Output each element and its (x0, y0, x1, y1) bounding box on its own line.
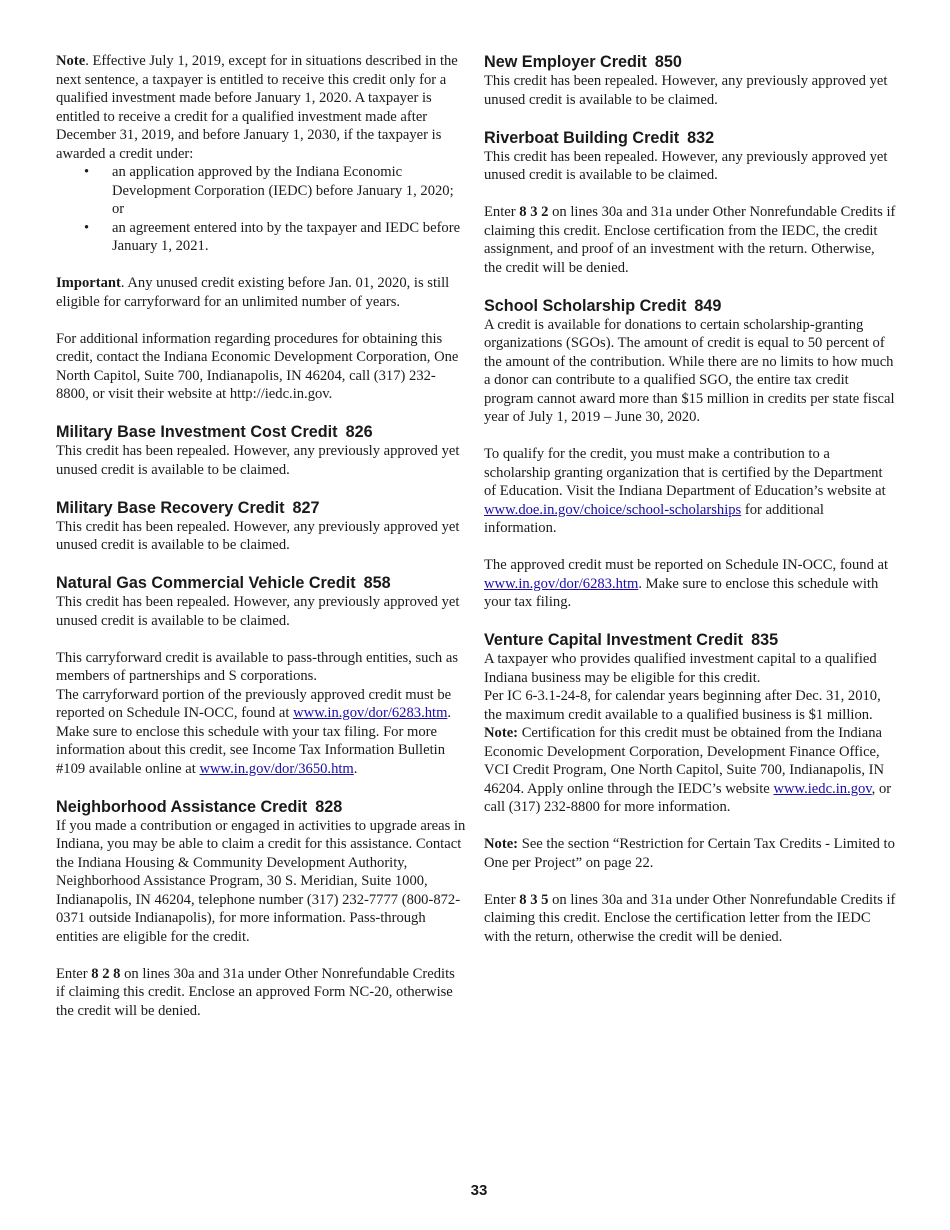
new-employer-text: This credit has been repealed. However, any previously approved yet unused credit is available to be claimed. (484, 73, 888, 108)
page-number: 33 (470, 1182, 488, 1199)
venture-details-paragraph: Per IC 6-3.1-24-8, for calendar years beginning after Dec. 31, 2010, the maximum credit available to a qualified business is $1 million. Note: Certification for this credit must be obtained from the Indiana Economic Development Corporation, Development Finance Office, VCI Credit Program, One North Capitol, Suite 700, Indianapolis, IN 46204. Apply online through the IEDC’s website www.iedc.in.gov, or call (317) 232-8800 for more information. (484, 688, 892, 815)
military-investment-text: This credit has been repealed. However, any previously approved yet unused credit is available to be claimed. (56, 443, 460, 478)
note-label: Note: (484, 836, 519, 852)
venture-enter-paragraph: Enter 8 3 5 on lines 30a and 31a under Other Nonrefundable Credits if claiming this credit. Enclose the certification letter from the IEDC with the return, otherwise the credit will be denied. (484, 891, 896, 945)
note-bullet-list (56, 163, 466, 256)
additional-info-paragraph: For additional information regarding procedures for obtaining this credit, contact the Indiana Economic Development Corporation, One North Capitol, Suite 700, Indianapolis, IN 46204, call (317) 232-8800, or visit their website at http://iedc.in.gov. (56, 330, 459, 402)
venture-heading: Venture Capital Investment Credit 835 (484, 631, 779, 649)
scholarship-heading: School Scholarship Credit 849 (484, 296, 722, 315)
new-employer-heading: New Employer Credit 850 (484, 53, 682, 71)
right-column (484, 52, 896, 965)
credit-code: 8 2 8 (91, 965, 121, 982)
military-recovery-heading: Military Base Recovery Credit 827 (56, 498, 320, 517)
scholarship-text: A credit is available for donations to certain scholarship-granting organizations (SGOs). The amount of credit is equal to 50 percent of the amount of the contribution. While there are no limits to how much a donor can contribute to a qualified SGO, the entire tax credit program cannot award more than $15 million in credits per state fiscal year of July 1, 2019 – June 30, 2020. (484, 316, 895, 425)
note-label: Note: (484, 725, 519, 741)
credit-code: 8 3 2 (519, 204, 549, 220)
military-investment-heading: Military Base Investment Cost Credit 826 (56, 423, 373, 441)
credit-code: 8 3 5 (519, 891, 549, 908)
natural-gas-heading: Natural Gas Commercial Vehicle Credit 858 (56, 574, 391, 592)
riverboat-heading: Riverboat Building Credit 832 (484, 128, 715, 147)
important-paragraph: Important. Any unused credit existing before Jan. 01, 2020, is still eligible for carryforward for an unlimited number of years. (56, 275, 450, 310)
doe-scholarship-link[interactable]: www.doe.in.gov/choice/school-scholarships (484, 501, 742, 518)
riverboat-text: This credit has been repealed. However, any previously approved yet unused credit is available to be claimed. (484, 148, 888, 183)
list-item: • an application approved by the Indiana Economic Development Corporation (IEDC) before January 1, 2020; or (56, 163, 466, 219)
note-label: Note (56, 53, 86, 69)
left-column (56, 52, 466, 1039)
carryforward-paragraph: This carryforward credit is available to pass-through entities, such as members of partnerships and S corporations. (56, 649, 459, 684)
schedule-in-occ-link[interactable]: www.in.gov/dor/6283.htm (484, 575, 639, 592)
neighborhood-enter-paragraph: Enter 8 2 8 on lines 30a and 31a under Other Nonrefundable Credits if claiming this credit. Enclose an approved Form NC-20, otherwise the credit will be denied. (56, 965, 455, 1019)
carryforward-schedule-paragraph: The carryforward portion of the previously approved credit must be reported on Schedule IN-OCC, found at www.in.gov/dor/6283.htm. Make sure to enclose this schedule with your tax filing. For more information about this credit, see Income Tax Information Bulletin #109 available online at www.in.gov/dor/3650.htm. (56, 686, 452, 777)
note-paragraph: Note. Effective July 1, 2019, except for in situations described in the next sentence, a taxpayer is entitled to receive this credit only for a qualified investment made before January 1, 2020. A taxpayer is entitled to receive a credit for a qualified investment made after December 31, 2019, and before January 1, 2030, if the taxpayer is awarded a credit under: (56, 53, 458, 162)
natural-gas-text: This credit has been repealed. However, any previously approved yet unused credit is available to be claimed. (56, 594, 460, 629)
iedc-website-link[interactable]: www.iedc.in.gov (773, 780, 872, 797)
schedule-in-occ-link[interactable]: www.in.gov/dor/6283.htm (293, 705, 448, 721)
scholarship-approved-paragraph: The approved credit must be reported on Schedule IN-OCC, found at www.in.gov/dor/6283.htm. Make sure to enclose this schedule with your tax filing. (484, 557, 889, 610)
military-recovery-text: This credit has been repealed. However, any previously approved yet unused credit is available to be claimed. (56, 518, 460, 553)
riverboat-enter-paragraph: Enter 8 3 2 on lines 30a and 31a under Other Nonrefundable Credits if claiming this credit. Enclose certification from the IEDC, the credit assignment, and proof of an investment with the return. Otherwise, the credit will be denied. (484, 204, 896, 276)
important-label: Important (56, 275, 121, 291)
list-item: • an agreement entered into by the taxpayer and IEDC before January 1, 2021. (56, 219, 466, 256)
venture-text: A taxpayer who provides qualified investment capital to a qualified Indiana business may be eligible for this credit. (484, 651, 877, 686)
neighborhood-heading: Neighborhood Assistance Credit 828 (56, 797, 343, 816)
neighborhood-text: If you made a contribution or engaged in activities to upgrade areas in Indiana, you may be able to claim a credit for this assistance. Contact the Indiana Housing & Community Development Authority, Neighborhood Assistance Program, 30 S. Meridian, Suite 1000, Indianapolis, IN 46204, telephone number (317) 232-7777 (800-872-0371 outside Indianapolis), for more information. Pass-through entities are eligible for the credit. (56, 817, 466, 945)
venture-note-paragraph: Note: See the section “Restriction for Certain Tax Credits - Limited to One per Project” on page 22. (484, 836, 895, 871)
bulletin-109-link[interactable]: www.in.gov/dor/3650.htm (199, 760, 354, 777)
scholarship-qualify-paragraph: To qualify for the credit, you must make a contribution to a scholarship granting organization that is certified by the Department of Education. Visit the Indiana Department of Education’s website at www.doe.in.gov/choice/school-scholarships for additional information. (484, 446, 886, 536)
